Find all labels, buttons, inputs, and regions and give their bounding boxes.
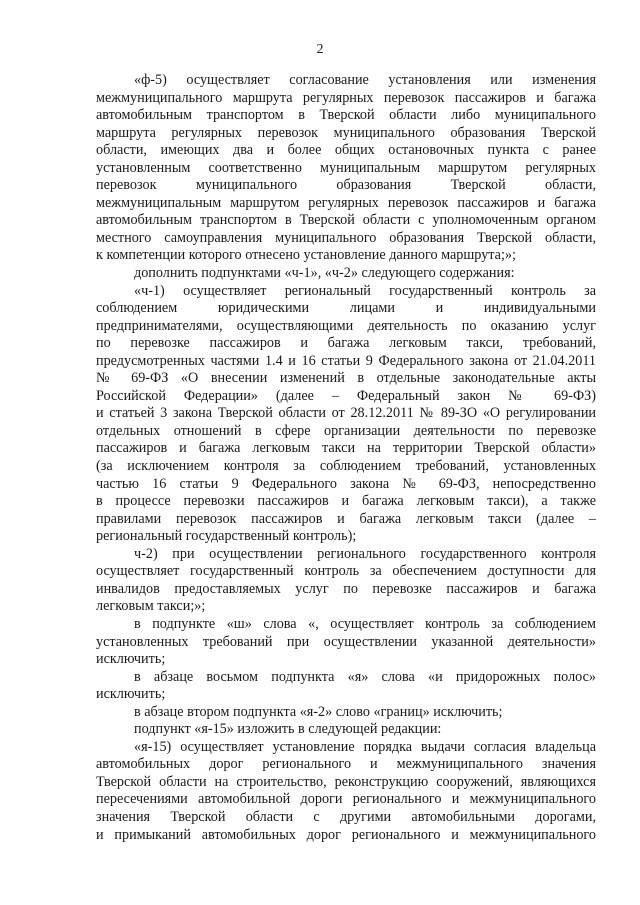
paragraph-ya15 — [96, 739, 596, 844]
text-line: региональный государственный контроль); — [96, 528, 357, 545]
text-line: (за исключением контроля за соблюдением требований, установленных — [96, 458, 596, 475]
text-line: осуществляет государственный контроль за обеспечением доступности для — [96, 563, 596, 580]
text-line: № 69-ФЗ «О внесении изменений в отдельные законодательные акты — [96, 370, 596, 387]
paragraph-add-ch — [96, 265, 596, 283]
text-line: к компетенции которого отнесено установление данного маршрута;»; — [96, 247, 516, 264]
text-line: «ч-1) осуществляет региональный государственный контроль за — [134, 282, 596, 299]
text-line: автомобильным транспортом в Тверской области с уполномоченным органом — [96, 212, 596, 229]
text-line: автомобильных дорог регионального и межмуниципального значения — [96, 756, 596, 773]
text-line: межмуниципальным маршрутом регулярных перевозок пассажиров и багажа — [96, 194, 596, 211]
paragraph-sh — [96, 616, 596, 669]
paragraph-ch1 — [96, 283, 596, 546]
text-line: значения Тверской области с другими автомобильными дорогами, — [96, 808, 596, 825]
text-line: легковым такси;»; — [96, 598, 206, 615]
document-body — [96, 72, 596, 844]
text-line: пассажиров и багажа легковым такси на территории Тверской области» — [96, 440, 596, 457]
text-line: маршрута регулярных перевозок муниципального образования Тверской — [96, 124, 596, 141]
text-line: предпринимателями, осуществляющими деятельность по оказанию услуг — [96, 317, 596, 334]
text-line: по перевозке пассажиров и багажа легковым такси, требований, — [96, 335, 596, 352]
paragraph-ya — [96, 669, 596, 704]
text-line: отдельных отношений в сфере организации деятельности по перевозке — [96, 422, 596, 439]
paragraph-ch2 — [96, 546, 596, 616]
text-line: частью 16 статьи 9 Федерального закона № 69-ФЗ, непосредственно — [96, 475, 596, 492]
text-line: исключить; — [96, 651, 166, 668]
text-line: пересечениями автомобильной дороги регионального и межмуниципального — [96, 791, 596, 808]
text-line: установленным соответственно муниципальным маршрутом регулярных — [96, 159, 596, 176]
text-line: Тверской области на строительство, реконструкцию сооружений, являющихся — [96, 773, 596, 790]
text-line: ч-2) при осуществлении регионального государственного контроля — [134, 545, 596, 562]
text-line: в подпункте «ш» слова «, осуществляет контроль за соблюдением — [134, 615, 596, 632]
text-line: перевозок муниципального образования Тверской области, — [96, 177, 596, 194]
text-line: правилами перевозок пассажиров и багажа легковым такси (далее – — [96, 510, 596, 527]
text-line: Российской Федерации» (далее – Федеральный закон № 69-ФЗ) — [96, 387, 596, 404]
text-line: инвалидов предоставляемых услуг по перевозке пассажиров и багажа — [96, 580, 596, 597]
text-line: подпункт «я-15» изложить в следующей редакции: — [134, 721, 442, 738]
text-line: предусмотренных частями 1.4 и 16 статьи 9 Федерального закона от 21.04.2011 — [96, 352, 596, 369]
text-line: межмуниципального маршрута регулярных перевозок пассажиров и багажа — [96, 89, 596, 106]
text-line: «ф-5) осуществляет согласование установления или изменения — [134, 72, 596, 88]
text-line: установленных требований при осуществлении указанной деятельности» — [96, 633, 596, 650]
text-line: дополнить подпунктами «ч-1», «ч-2» следующего содержания: — [134, 265, 515, 282]
text-line: в абзаце втором подпункта «я-2» слово «границ» исключить; — [134, 703, 503, 720]
text-line: местного самоуправления муниципального образования Тверской области, — [96, 229, 596, 246]
text-line: и статьей 3 закона Тверской области от 28.12.2011 № 89-ЗО «О регулировании — [96, 405, 596, 422]
paragraph-ya15-intro — [96, 721, 596, 739]
text-line: области, имеющих два и более общих остановочных пункта с ранее — [96, 142, 596, 159]
text-line: в абзаце восьмом подпункта «я» слова «и придорожных полос» — [134, 668, 596, 685]
paragraph-f5 — [96, 72, 596, 265]
text-line: в процессе перевозки пассажиров и багажа легковым такси), а также — [96, 493, 596, 510]
text-line: соблюдением юридическими лицами и индивидуальными — [96, 300, 596, 317]
page-number: 2 — [316, 42, 324, 57]
text-line: исключить; — [96, 686, 166, 703]
text-line: «я-15) осуществляет установление порядка выдачи согласия владельца — [134, 738, 596, 755]
paragraph-ya2 — [96, 704, 596, 722]
text-line: и примыканий автомобильных дорог регионального и межмуниципального — [96, 826, 596, 843]
text-line: автомобильным транспортом в Тверской области либо муниципального — [96, 107, 596, 124]
